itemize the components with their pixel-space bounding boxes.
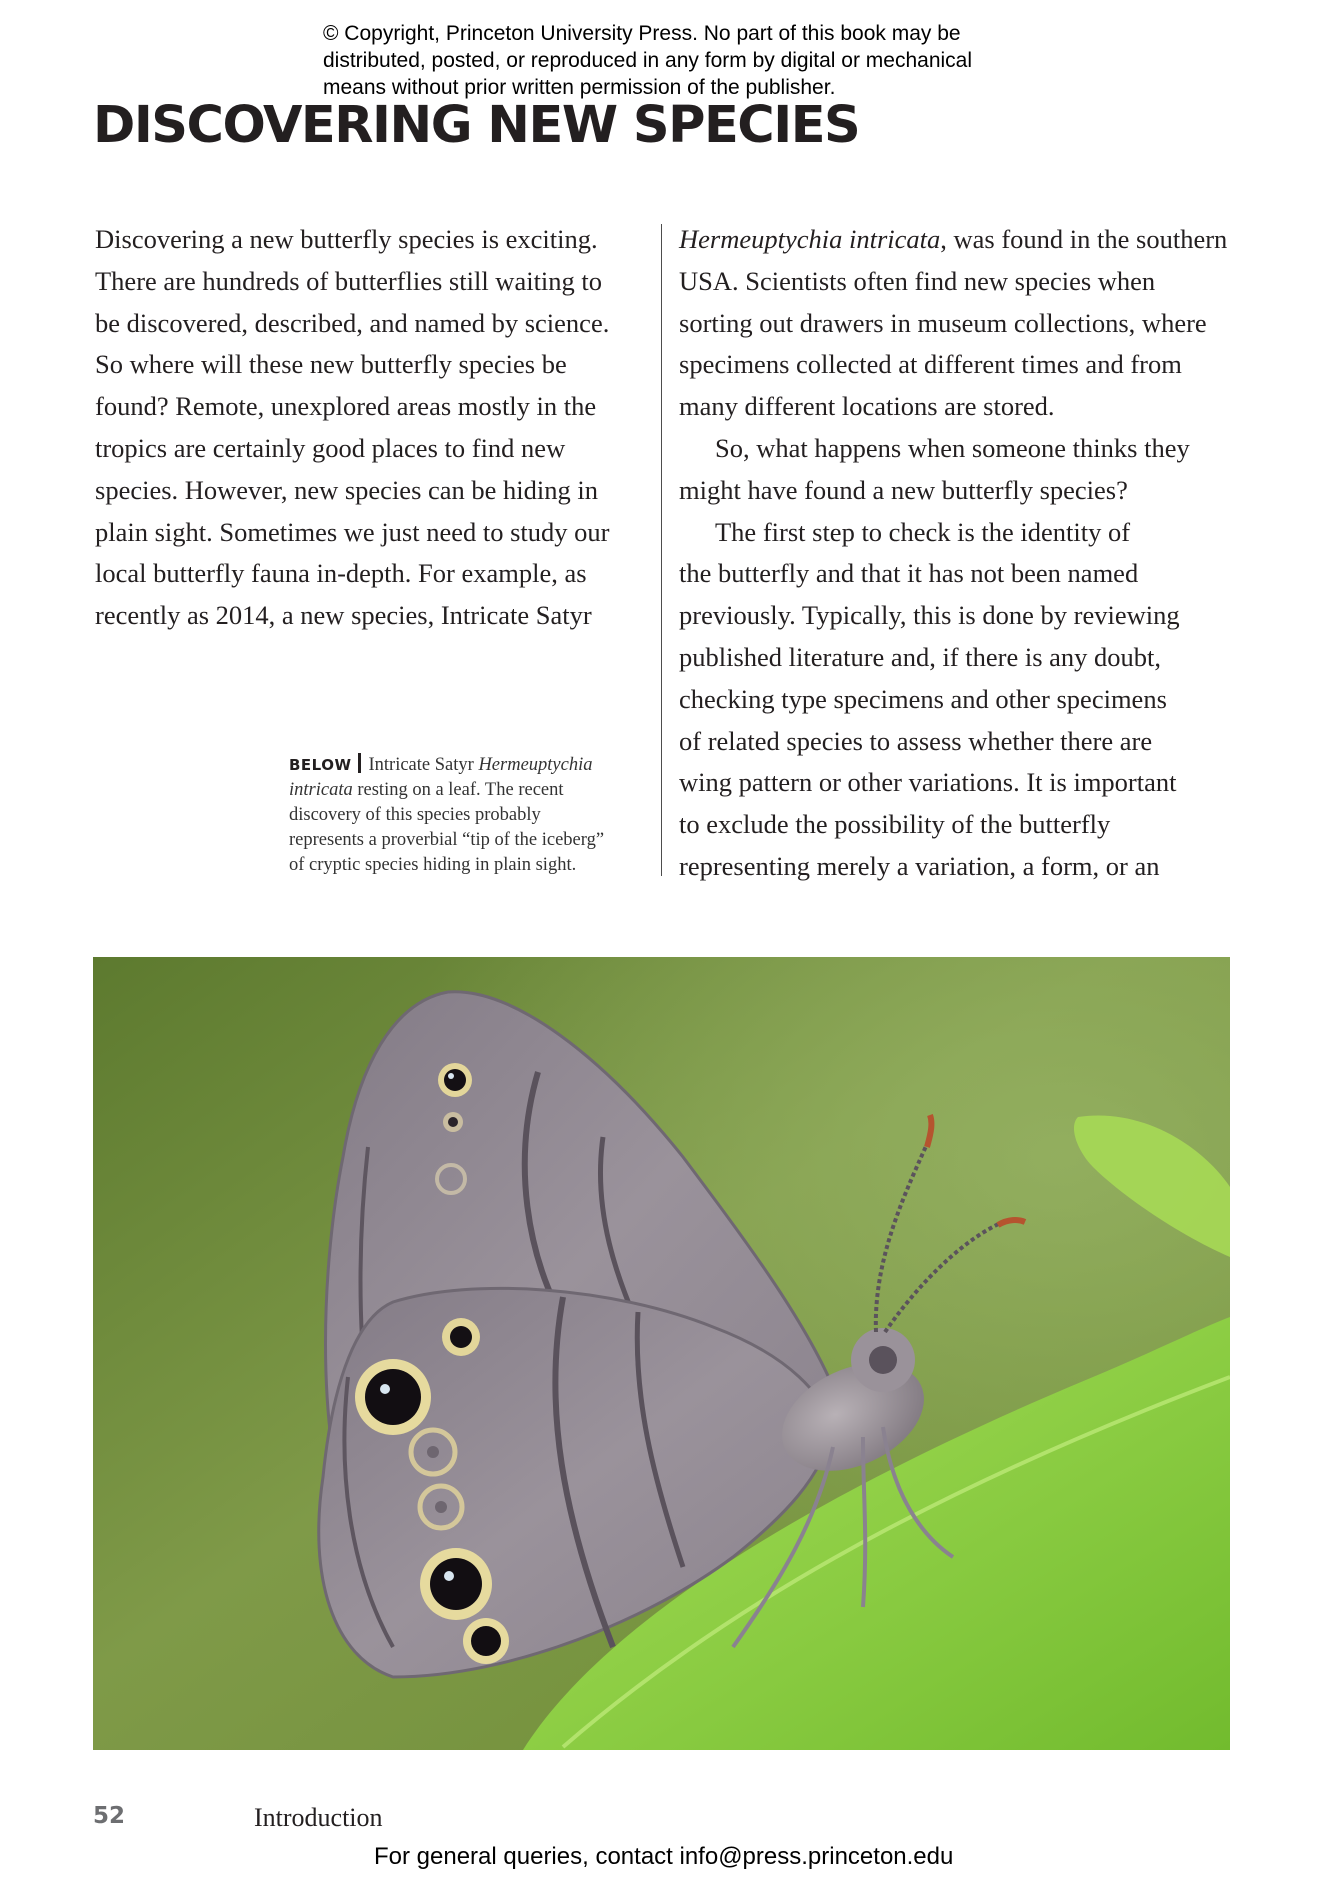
- caption-line: of cryptic species hiding in plain sight.: [289, 855, 577, 875]
- text-line: to exclude the possibility of the butterfly: [679, 809, 1111, 840]
- copyright-line: distributed, posted, or reproduced in any form by digital or mechanical: [323, 49, 973, 72]
- text-line: wing pattern or other variations. It is important: [679, 767, 1177, 798]
- text-line: of related species to assess whether there are: [679, 725, 1153, 756]
- text-line: [679, 219, 1259, 261]
- caption-line: discovery of this species probably: [289, 805, 541, 825]
- text-line: many different locations are stored.: [679, 391, 1055, 422]
- caption-separator: [358, 753, 361, 773]
- text-line: published literature and, if there is any doubt,: [679, 641, 1162, 672]
- text-line: be discovered, described, and named by science.: [95, 307, 610, 338]
- page-number: 52: [93, 1803, 126, 1829]
- eyespot-pupil: [471, 1626, 501, 1656]
- caption-line: represents a proverbial “tip of the iceberg”: [289, 830, 605, 850]
- eyespot-pupil: [448, 1117, 458, 1127]
- text-line: representing merely a variation, a form, or an: [679, 850, 1160, 881]
- photo-caption: [289, 753, 659, 878]
- text-line: previously. Typically, this is done by reviewing: [679, 600, 1180, 631]
- eyespot-pupil: [435, 1501, 447, 1513]
- text-line: specimens collected at different times and from: [679, 349, 1182, 380]
- butterfly-photo: [93, 957, 1230, 1750]
- text-line: plain sight. Sometimes we just need to study our: [95, 516, 610, 547]
- leg: [863, 1437, 865, 1607]
- text-line: found? Remote, unexplored areas mostly in the: [95, 391, 597, 422]
- eyespot-highlight: [448, 1073, 454, 1079]
- text-line: local butterfly fauna in-depth. For example, as: [95, 558, 587, 589]
- butterfly-eye: [869, 1346, 897, 1374]
- text-fragment: Intricate Satyr: [368, 755, 479, 775]
- text-line: might have found a new butterfly species?: [679, 474, 1128, 505]
- copyright-notice: [323, 20, 1043, 101]
- eyespot-pupil: [450, 1326, 472, 1348]
- eyespot-pupil: [427, 1446, 439, 1458]
- text-fragment: resting on a leaf. The recent: [352, 780, 564, 800]
- species-name: Hermeuptychia intricata: [679, 224, 941, 254]
- text-line: The first step to check is the identity of: [715, 516, 1131, 547]
- column-divider: [661, 224, 662, 876]
- species-name: intricata: [289, 780, 353, 800]
- text-line: So, what happens when someone thinks they: [715, 432, 1190, 463]
- copyright-line: means without prior written permission of the publisher.: [323, 76, 836, 99]
- copyright-line: © Copyright, Princeton University Press. No part of this book may be: [323, 22, 961, 45]
- eyespot-pupil: [430, 1558, 482, 1610]
- running-head: Introduction: [254, 1803, 383, 1832]
- contact-notice: For general queries, contact info@press.princeton.edu: [374, 1843, 954, 1870]
- text-line: So where will these new butterfly species be: [95, 349, 567, 380]
- eyespot-pupil: [444, 1069, 466, 1091]
- text-line: the butterfly and that it has not been named: [679, 558, 1139, 589]
- caption-label: BELOW: [289, 756, 352, 774]
- caption-line: [289, 778, 659, 803]
- left-column: [95, 219, 655, 637]
- text-line: USA. Scientists often find new species when: [679, 265, 1156, 296]
- text-line: recently as 2014, a new species, Intricate Satyr: [95, 600, 592, 631]
- species-name: Hermeuptychia: [478, 755, 593, 775]
- text-line: sorting out drawers in museum collections, where: [679, 307, 1207, 338]
- text-line: Discovering a new butterfly species is exciting.: [95, 224, 598, 254]
- page-title: DISCOVERING NEW SPECIES: [93, 96, 860, 155]
- text-line: tropics are certainly good places to find new: [95, 432, 566, 463]
- eyespot-highlight: [444, 1571, 454, 1581]
- text-line: There are hundreds of butterflies still waiting to: [95, 265, 603, 296]
- text-line: species. However, new species can be hiding in: [95, 474, 599, 505]
- right-column: [679, 219, 1259, 888]
- caption-line: [289, 753, 659, 778]
- text-line: checking type specimens and other specimens: [679, 683, 1167, 714]
- eyespot-highlight: [380, 1384, 390, 1394]
- eyespot-pupil: [365, 1369, 421, 1425]
- text-fragment: , was found in the southern: [940, 224, 1228, 254]
